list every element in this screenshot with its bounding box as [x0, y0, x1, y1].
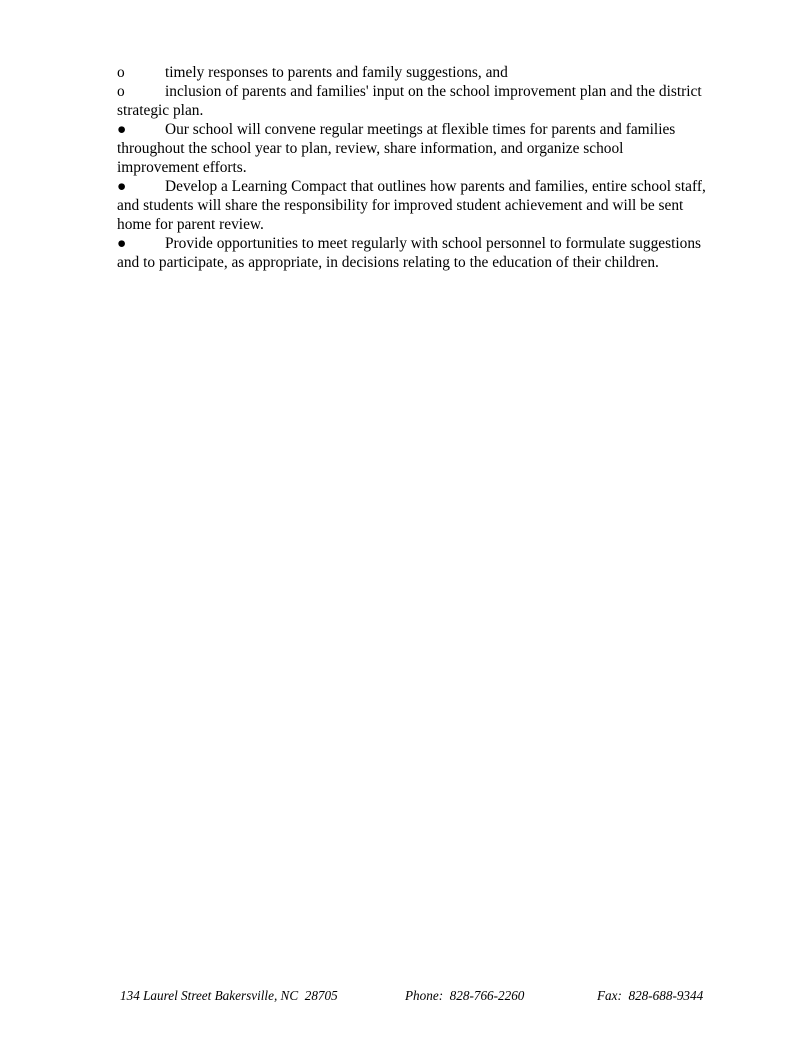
- list-item-text: Our school will convene regular meetings at flexible times for parents and families throughout the school year to plan, review, share information, and organize school improvement efforts.: [117, 121, 676, 176]
- document-body: [117, 63, 707, 272]
- footer-phone: Phone: 828-766-2260: [405, 988, 525, 1003]
- list-item: [117, 120, 707, 177]
- bullet-marker: ●: [117, 178, 127, 195]
- bullet-marker: ●: [117, 235, 127, 252]
- list-item-text: inclusion of parents and families' input on the school improvement plan and the district strategic plan.: [117, 83, 702, 119]
- list-item: [117, 63, 707, 82]
- sub-bullet-marker: o: [117, 64, 125, 81]
- bullet-marker: ●: [117, 121, 127, 138]
- list-item: [117, 234, 707, 272]
- footer-fax: Fax: 828-688-9344: [597, 988, 704, 1003]
- list-item-text: Develop a Learning Compact that outlines how parents and families, entire school staff, and students will share the responsibility for improved student achievement and will be sent home for parent review.: [117, 178, 706, 233]
- list-item-text: timely responses to parents and family suggestions, and: [165, 64, 508, 81]
- page-footer: [0, 987, 810, 1005]
- sub-bullet-marker: o: [117, 83, 125, 100]
- footer-address: 134 Laurel Street Bakersville, NC 28705: [120, 988, 338, 1003]
- list-item: [117, 82, 707, 120]
- list-item: [117, 177, 707, 234]
- list-item-text: Provide opportunities to meet regularly with school personnel to formulate suggestions and to participate, as appropriate, in decisions relating to the education of their children.: [117, 235, 702, 271]
